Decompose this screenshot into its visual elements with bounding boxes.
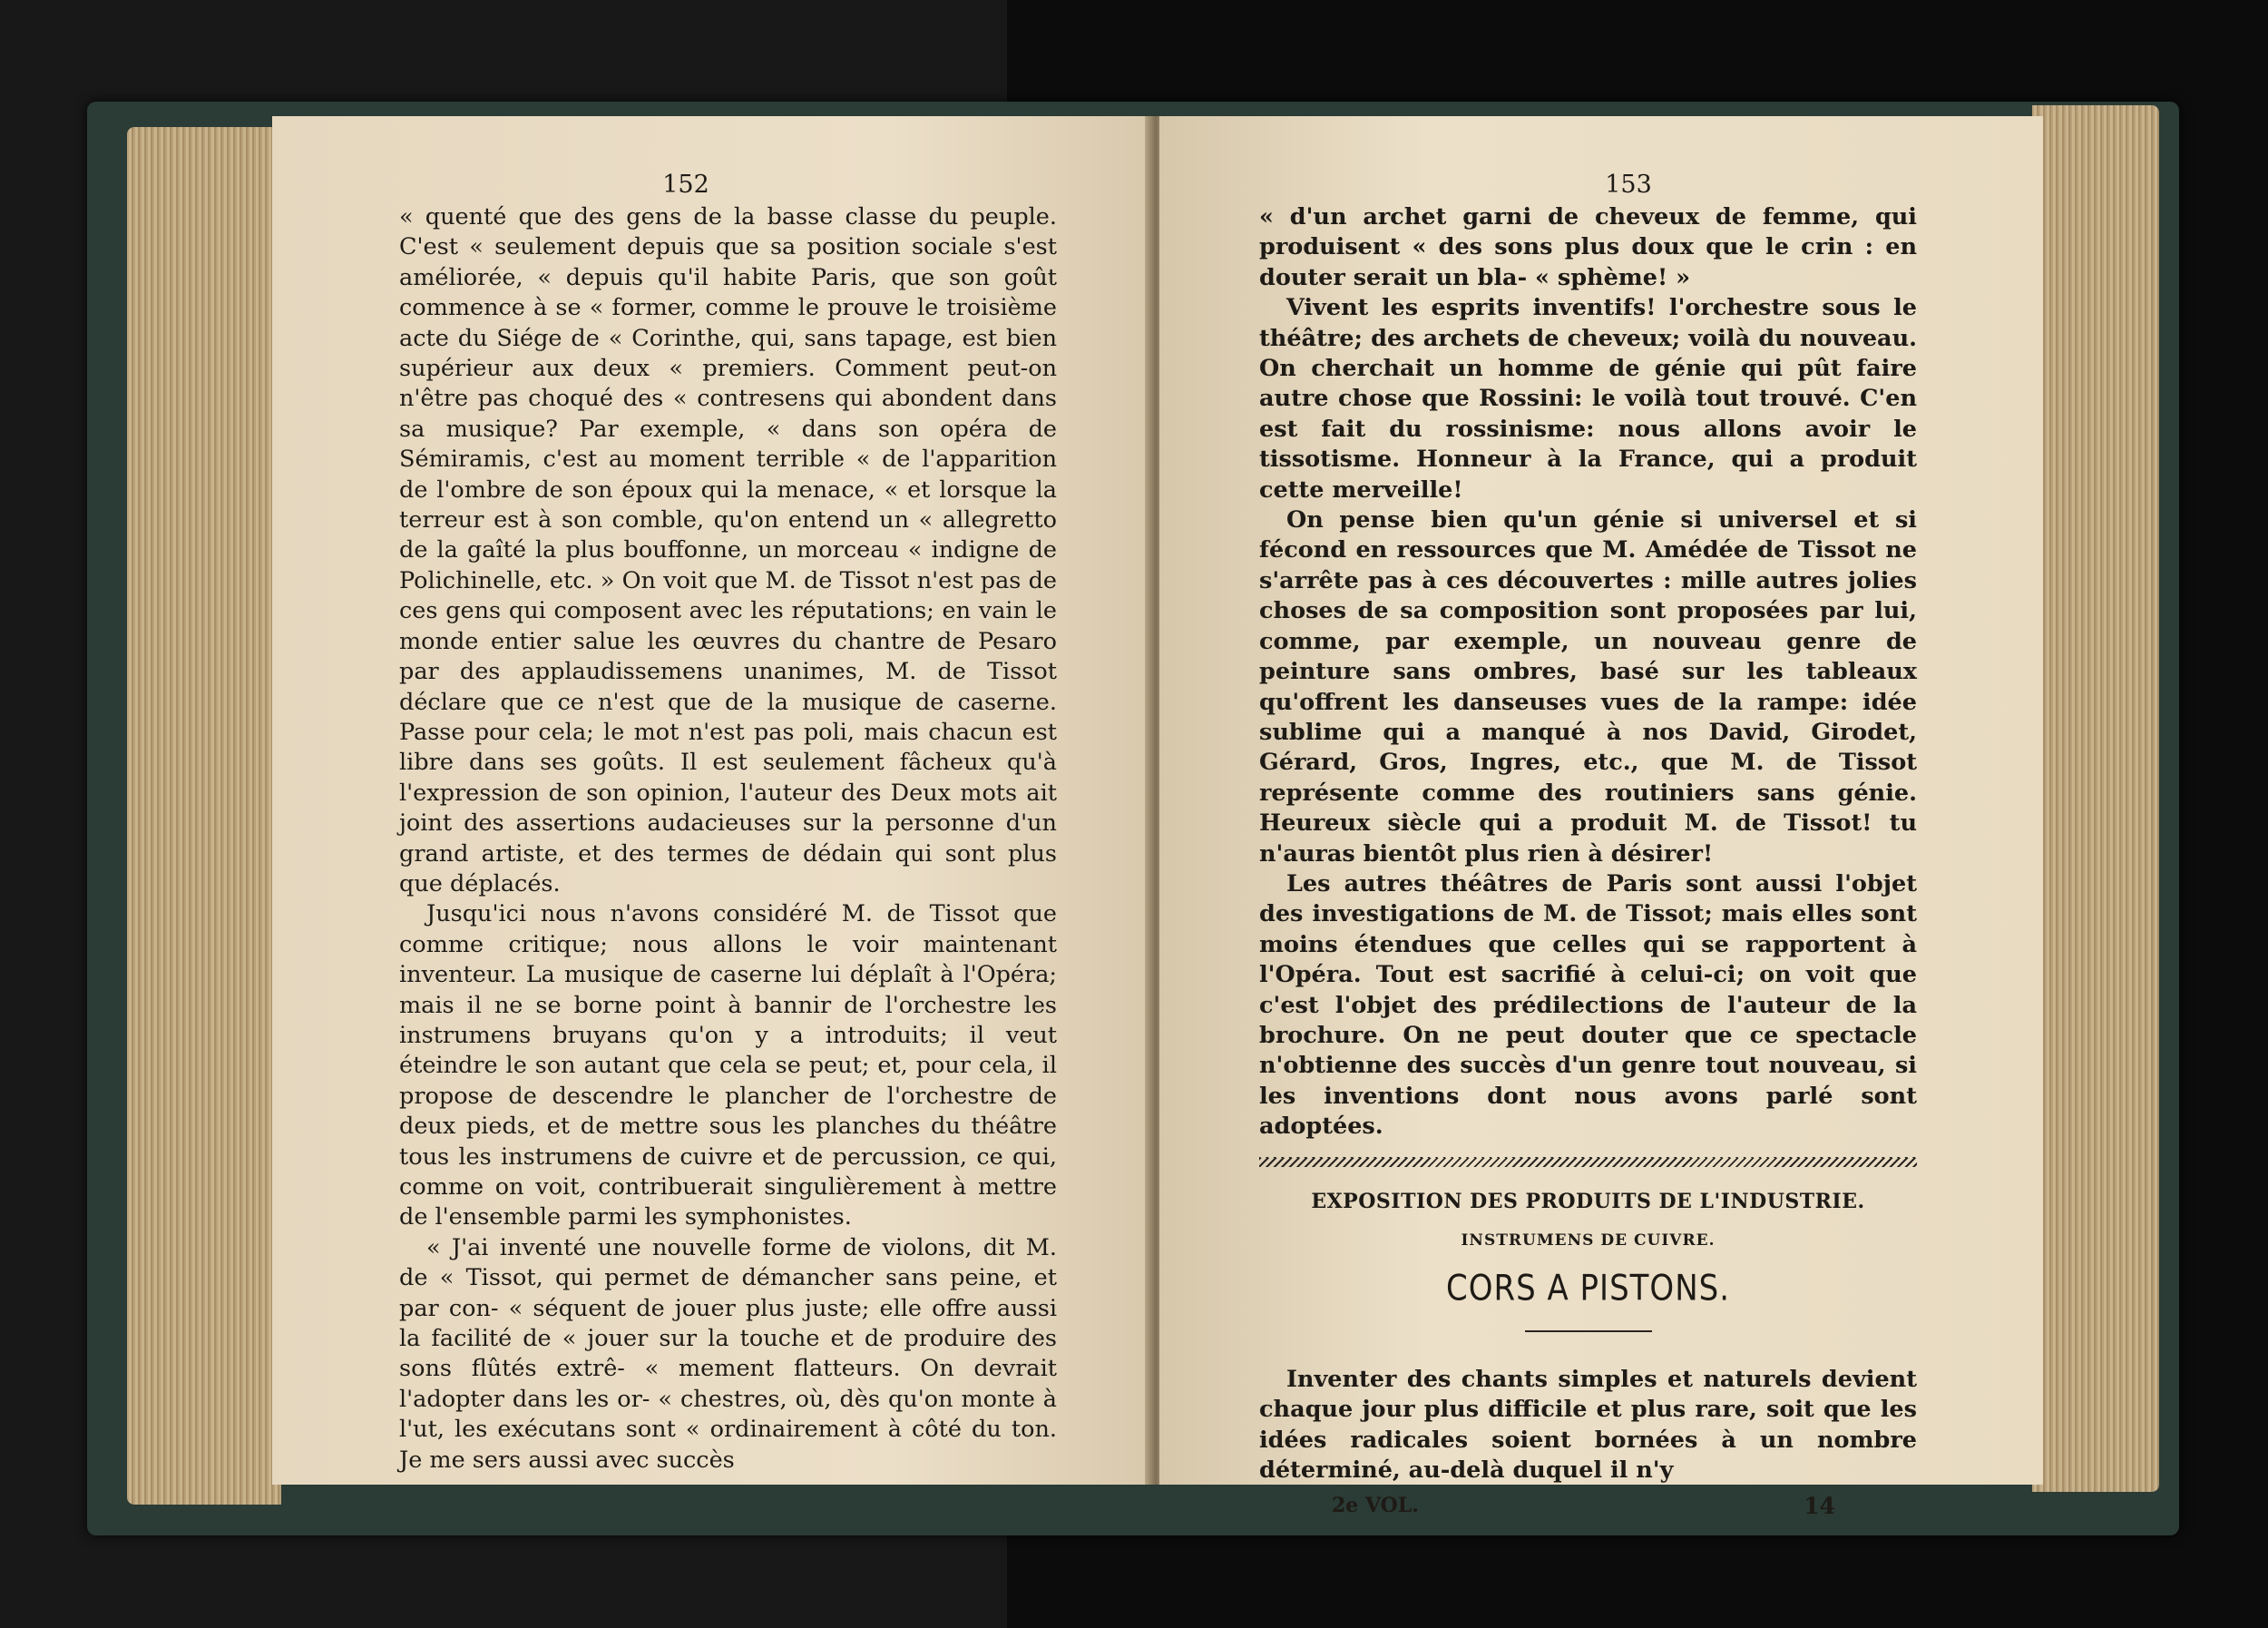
right-page [1159, 116, 2043, 1520]
page-number: 153 [1605, 171, 1652, 199]
paragraph: « J'ai inventé une nouvelle forme de violons, dit M. de « Tissot, qui permet de démancher sans peine, et par con- « séquent de jouer plus juste; elle offre aussi la facilité de « jouer sur la touche et de produire des sons flûtés extrê- « mement flatteurs. On devrait l'adopter dans les or- « chestres, où, dès qu'on monte à l'ut, les exécutans sont « ordinairement à côté du ton. Je me sers aussi avec succès [399, 1233, 1057, 1474]
paragraph: Vivent les esprits inventifs! l'orchestre sous le théâtre; des archets de cheveux; voilà du nouveau. On cherchait un homme de génie qui pût faire autre chose que Rossini: le voilà tout trouvé. C'en est fait du rossinisme: nous allons avoir le tissotisme. Honneur à la France, qui a produit cette merveille! [1259, 294, 1917, 504]
page-footer [1259, 1486, 1917, 1521]
left-page [272, 116, 1154, 1485]
page-number: 152 [662, 171, 709, 199]
paragraph: Inventer des chants simples et naturels devient chaque jour plus difficile et plus rare, soit que les idées radicales soient bornées à un nombre déterminé, au-delà duquel il n'y [1259, 1365, 1917, 1485]
page-edges-right [2032, 105, 2159, 1492]
paragraph: « quenté que des gens de la basse classe du peuple. C'est « seulement depuis que sa position sociale s'est améliorée, « depuis qu'il habite Paris, que son goût commence à se « former, comme le prouve le troisième acte du Siége de « Corinthe, qui, sans tapage, est bien supérieur aux deux « premiers. Comment peut-on n'être pas choqué des « contresens qui abondent dans sa musique? Par exemple, « dans son opéra de Sémiramis, c'est au moment terrible « de l'apparition de l'ombre de son époux qui la menace, « et lorsque la terreur est à son comble, qu'on entend un « allegretto de la gaîté la plus bouffonne, un morceau « indigne de Polichinelle, etc. » On voit que M. de Tissot n'est pas de ces gens qui composent avec les réputations; en vain le monde entier salue les œuvres du chantre de Pesaro par des applaudissemens unanimes, M. de Tissot déclare que ce n'est que de la musique de caserne. Passe pour cela; le mot n'est pas poli, mais chacun est libre dans ses goûts. Il est seulement fâcheux qu'à l'expression de son opinion, l'auteur des Deux mots ait joint des assertions audacieuses sur la personne d'un grand artiste, et des termes de dédain qui sont plus que déplacés. [399, 203, 1057, 897]
signature-mark: 2e VOL. [1332, 1494, 1419, 1518]
paragraph: Jusqu'ici nous n'avons considéré M. de Tissot que comme critique; nous allons le voir maintenant inventeur. La musique de caserne lui déplaît à l'Opéra; mais il ne se borne point à bannir de l'orchestre les instrumens bruyans qu'on y a introduits; il veut éteindre le son autant que cela se peut; et, pour cela, il propose de descendre le plancher de l'orchestre de deux pieds, et de mettre sous les planches du théâtre tous les instrumens de cuivre et de percussion, ce qui, comme on voit, contribuerait singulièrement à mettre de l'ensemble parmi les symphonistes. [399, 900, 1057, 1231]
article-heading: CORS A PISTONS. [1445, 1268, 1731, 1310]
short-divider [1525, 1330, 1652, 1332]
wavy-divider [1259, 1157, 1917, 1167]
paragraph: On pense bien qu'un génie si universel et si fécond en ressources que M. Amédée de Tissot ne s'arrête pas à ces découvertes : mille autres jolies choses de sa composition sont proposées par lui, comme, par exemple, un nouveau genre de peinture sans ombres, basé sur les tableaux qu'offrent les danseuses vues de la rampe: idée sublime qui a manqué à nos David, Girodet, Gérard, Gros, Ingres, etc., que M. de Tissot représente comme des routiniers sans génie. Heureux siècle qui a produit M. de Tissot! tu n'auras bientôt plus rien à désirer! [1259, 506, 1917, 868]
right-page-body [1259, 202, 1917, 1522]
paragraph: Les autres théâtres de Paris sont aussi l'objet des investigations de M. de Tissot; mais elles sont moins étendues que celles qui se rapportent à l'Opéra. Tout est sacrifié à celui-ci; on voit que c'est l'objet des prédilections de l'auteur de la brochure. On ne peut douter que ce spectacle n'obtienne des succès d'un genre tout nouveau, si les inventions dont nous avons parlé sont adoptées. [1259, 869, 1917, 1141]
left-page-body [399, 202, 1057, 1476]
paragraph: « d'un archet garni de cheveux de femme, qui produisent « des sons plus doux que le crin : en douter serait un bla- « sphème! » [1259, 203, 1917, 291]
section-title: EXPOSITION DES PRODUITS DE L'INDUSTRIE. [1311, 1189, 1865, 1213]
subsection-title: INSTRUMENS DE CUIVRE. [1461, 1231, 1716, 1250]
page-edges-left [127, 127, 281, 1505]
signature-number: 14 [1804, 1493, 1835, 1520]
